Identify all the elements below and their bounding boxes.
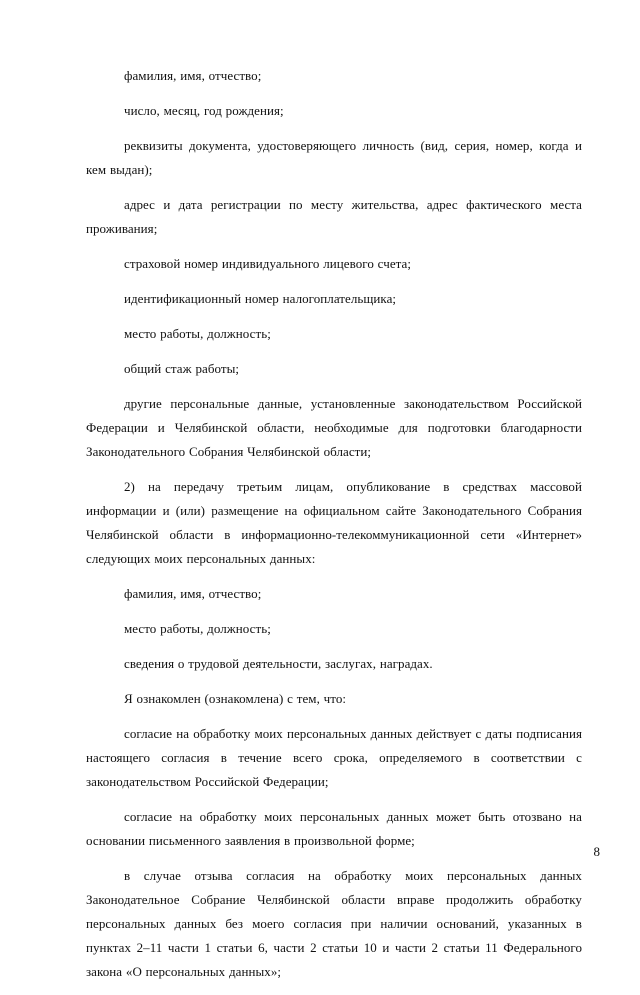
paragraph-workplace: место работы, должность; bbox=[124, 326, 271, 341]
paragraph-consent-duration: согласие на обработку моих персональных данных действует с даты подписания настоящего согласия в течение всего срока, определяемого в соответствии с законодательством Российской Федерации; bbox=[86, 726, 582, 789]
paragraph-published-full-name: фамилия, имя, отчество; bbox=[124, 586, 262, 601]
paragraph-published-workplace: место работы, должность; bbox=[124, 621, 271, 636]
paragraph-acknowledgement: Я ознакомлен (ознакомлена) с тем, что: bbox=[124, 691, 347, 706]
paragraph-other-data: другие персональные данные, установленные законодательством Российской Федерации и Челябинской области, необходимые для подготовки благодарности Законодательного Собрания Челябинской области; bbox=[86, 396, 582, 459]
paragraph-identity-document: реквизиты документа, удостоверяющего личность (вид, серия, номер, когда и кем выдан); bbox=[86, 138, 582, 177]
paragraph-revocation-consequences: в случае отзыва согласия на обработку моих персональных данных Законодательное Собрание Челябинской области вправе продолжить обработку персональных данных без моего согласия при наличии оснований, указанных в пунктах 2–11 части 1 статьи 6, части 2 статьи 10 и части 2 статьи 11 Федерального закона «О персональных данных»; bbox=[86, 868, 582, 979]
paragraph-address: адрес и дата регистрации по месту жительства, адрес фактического места проживания; bbox=[86, 197, 582, 236]
page-number: 8 bbox=[593, 844, 600, 859]
paragraph-transfer-consent: 2) на передачу третьим лицам, опубликование в средствах массовой информации и (или) размещение на официальном сайте Законодательного Собрания Челябинской области в информационно-телекоммуникационной сети «Интернет» следующих моих персональных данных: bbox=[86, 479, 582, 566]
paragraph-tax-number: идентификационный номер налогоплательщика; bbox=[124, 291, 397, 306]
paragraph-published-achievements: сведения о трудовой деятельности, заслугах, наградах. bbox=[124, 656, 433, 671]
paragraph-consent-revocation: согласие на обработку моих персональных данных может быть отозвано на основании письменного заявления в произвольной форме; bbox=[86, 809, 582, 848]
paragraph-birth-date: число, месяц, год рождения; bbox=[124, 103, 284, 118]
paragraph-work-experience: общий стаж работы; bbox=[124, 361, 240, 376]
document-body bbox=[86, 64, 582, 995]
paragraph-full-name: фамилия, имя, отчество; bbox=[124, 68, 262, 83]
paragraph-insurance-number: страховой номер индивидуального лицевого счета; bbox=[124, 256, 412, 271]
